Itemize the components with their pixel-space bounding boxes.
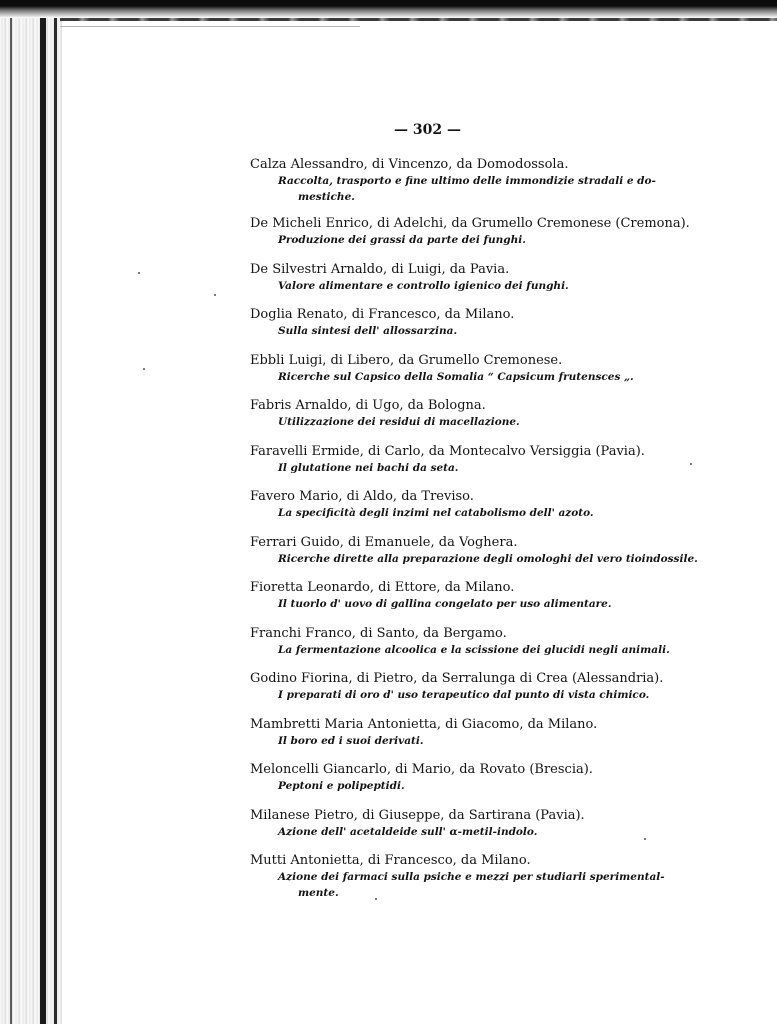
entry-name: Franchi Franco, di Santo, da Bergamo. [250,625,507,641]
scan-speck [138,272,140,274]
entry-name: Calza Alessandro, di Vincenzo, da Domodossola. [250,157,569,172]
entry-title-continuation: mente. [298,887,339,899]
binding-shadow [10,0,12,1024]
entry-name: Favero Mario, di Aldo, da Treviso. [250,489,474,504]
entry-title: Azione dell' acetaldeide sull' α-metil-indolo. [278,825,538,838]
entry-title: Ricerche dirette alla preparazione degli omologhi del vero tioindossile. [278,552,698,565]
entry-title: Sulla sintesi dell' allossarzina. [278,325,458,337]
list-item [250,852,690,911]
entry-title: I preparati di oro d' uso terapeutico dal punto di vista chimico. [278,689,650,701]
entry-name: Meloncelli Giancarlo, di Mario, da Rovato (Brescia). [250,762,593,777]
entry-name: De Silvestri Arnaldo, di Luigi, da Pavia. [250,261,510,277]
page-number: — 302 — [394,122,461,138]
entry-name: Faravelli Ermide, di Carlo, da Montecalvo Versiggia (Pavia). [250,443,645,459]
entry-name: De Micheli Enrico, di Adelchi, da Grumello Cremonese (Cremona). [250,216,690,231]
scan-top-line [60,26,360,27]
entry-name: Milanese Pietro, di Giuseppe, da Sartirana (Pavia). [250,807,585,823]
entry-name: Doglia Renato, di Francesco, da Milano. [250,307,515,322]
scan-speck [214,294,216,296]
entry-name: Mambretti Maria Antonietta, di Giacomo, da Milano. [250,716,598,732]
entry-name: Fioretta Leonardo, di Ettore, da Milano. [250,580,515,595]
list-item [250,261,690,307]
binding-shadow [54,10,57,1024]
entry-title: Produzione dei grassi da parte dei funghi. [278,234,526,246]
entry-name: Fabris Arnaldo, di Ugo, da Bologna. [250,398,486,413]
list-item [250,215,690,261]
list-item [250,443,690,489]
list-item [250,579,690,625]
list-item [250,352,690,398]
entry-title: Ricerche sul Capsico della Somalia “ Capsicum frutensces „. [278,370,634,383]
entry-name: Godino Fiorina, di Pietro, da Serralunga di Crea (Alessandria). [250,671,664,686]
scan-speck [143,368,145,370]
list-item [250,156,690,215]
list-item [250,488,690,534]
binding-shadow [40,0,46,1024]
entry-title: Raccolta, trasporto e fine ultimo delle immondizie stradali e do- [278,175,656,187]
list-item [250,761,690,807]
entry-title: Il tuorlo d' uovo di gallina congelato per uso alimentare. [278,598,612,610]
scan-top-edge [0,0,777,18]
entry-title: Peptoni e polipeptidi. [278,780,405,792]
entry-title: Utilizzazione dei residui di macellazione. [278,416,520,428]
entry-title: Valore alimentare e controllo igienico dei funghi. [278,279,569,292]
entry-title-continuation: mestiche. [298,191,355,203]
entry-list [250,156,698,911]
scan-speck [690,463,692,465]
entry-name: Ferrari Guido, di Emanuele, da Voghera. [250,534,518,550]
list-item [250,534,698,580]
entry-name: Mutti Antonietta, di Francesco, da Milano. [250,853,531,868]
entry-title: Il boro ed i suoi derivati. [278,734,424,747]
entry-name: Ebbli Luigi, di Libero, da Grumello Cremonese. [250,352,563,368]
list-item [250,670,690,716]
list-item [250,625,690,671]
list-item [250,306,690,352]
entry-title: Il glutatione nei bachi da seta. [278,461,459,474]
entry-title: Azione dei farmaci sulla psiche e mezzi per studiarli sperimental- [278,871,665,883]
entry-title: La specificità degli inzimi nel catabolismo dell' azoto. [278,507,594,519]
list-item [250,397,690,443]
list-item [250,807,690,853]
scan-top-line [60,18,777,21]
list-item [250,716,690,762]
entry-title: La fermentazione alcoolica e la scissione dei glucidi negli animali. [278,643,670,656]
